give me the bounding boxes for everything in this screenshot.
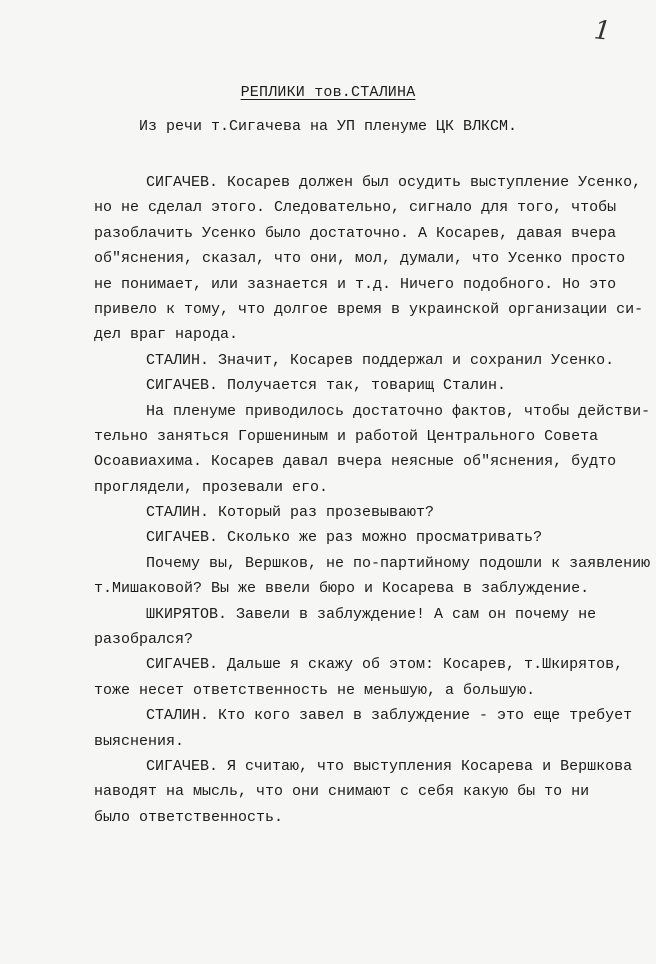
- document-subtitle: Из речи т.Сигачева на УП пленуме ЦК ВЛКСМ.: [138, 118, 518, 135]
- text-line: СТАЛИН. Кто кого завел в заблуждение - это еще требует: [146, 707, 633, 725]
- document-title: [0, 84, 656, 101]
- text-line: тоже несет ответственность не меньшую, а большую.: [94, 681, 536, 699]
- text-line: На пленуме приводилось достаточно фактов, чтобы действи-: [146, 402, 651, 420]
- text-line: Осоавиахима. Косарев давал вчера неясные об"яснения, будто: [94, 453, 617, 471]
- text-line: не понимает, или зазнается и т.д. Ничего подобного. Но это: [94, 275, 617, 293]
- text-line: тельно заняться Горшениным и работой Центрального Совета: [94, 427, 599, 445]
- text-line: выяснения.: [94, 732, 185, 750]
- text-line: об"яснения, сказал, что они, мол, думали, что Усенко просто: [94, 250, 626, 268]
- text-line: СИГАЧЕВ. Сколько же раз можно просматривать?: [146, 529, 543, 547]
- text-line: разоблачить Усенко было достаточно. А Косарев, давая вчера: [94, 224, 617, 242]
- text-line: дел враг народа.: [94, 326, 239, 344]
- text-line: было ответственность.: [94, 808, 284, 826]
- text-line: но не сделал этого. Следовательно, сигнало для того, чтобы: [94, 199, 617, 217]
- document-body: [94, 170, 654, 830]
- text-line: проглядели, прозевали его.: [94, 478, 329, 496]
- text-line: СИГАЧЕВ. Дальше я скажу об этом: Косарев, т.Шкирятов,: [146, 656, 624, 674]
- text-line: привело к тому, что долгое время в украинской организации си-: [94, 300, 644, 318]
- text-line: разобрался?: [94, 631, 194, 649]
- document-title-text: РЕПЛИКИ тов.СТАЛИНА: [240, 84, 416, 101]
- text-line: наводят на мысль, что они снимают с себя какую бы то ни: [94, 783, 590, 801]
- text-line: т.Мишаковой? Вы же ввели бюро и Косарева в заблуждение.: [94, 580, 590, 598]
- text-line: Почему вы, Вершков, не по-партийному подошли к заявлению: [146, 554, 651, 572]
- handwritten-page-number: 1: [592, 15, 613, 47]
- text-line: СИГАЧЕВ. Получается так, товарищ Сталин.: [146, 377, 507, 395]
- text-line: СИГАЧЕВ. Я считаю, что выступления Косарева и Вершкова: [146, 757, 633, 775]
- text-line: СТАЛИН. Значит, Косарев поддержал и сохранил Усенко.: [146, 351, 615, 369]
- text-line: СИГАЧЕВ. Косарев должен был осудить выступление Усенко,: [146, 174, 642, 191]
- text-line: СТАЛИН. Который раз прозевывают?: [146, 504, 435, 522]
- text-line: ШКИРЯТОВ. Завели в заблуждение! А сам он почему не: [146, 605, 597, 623]
